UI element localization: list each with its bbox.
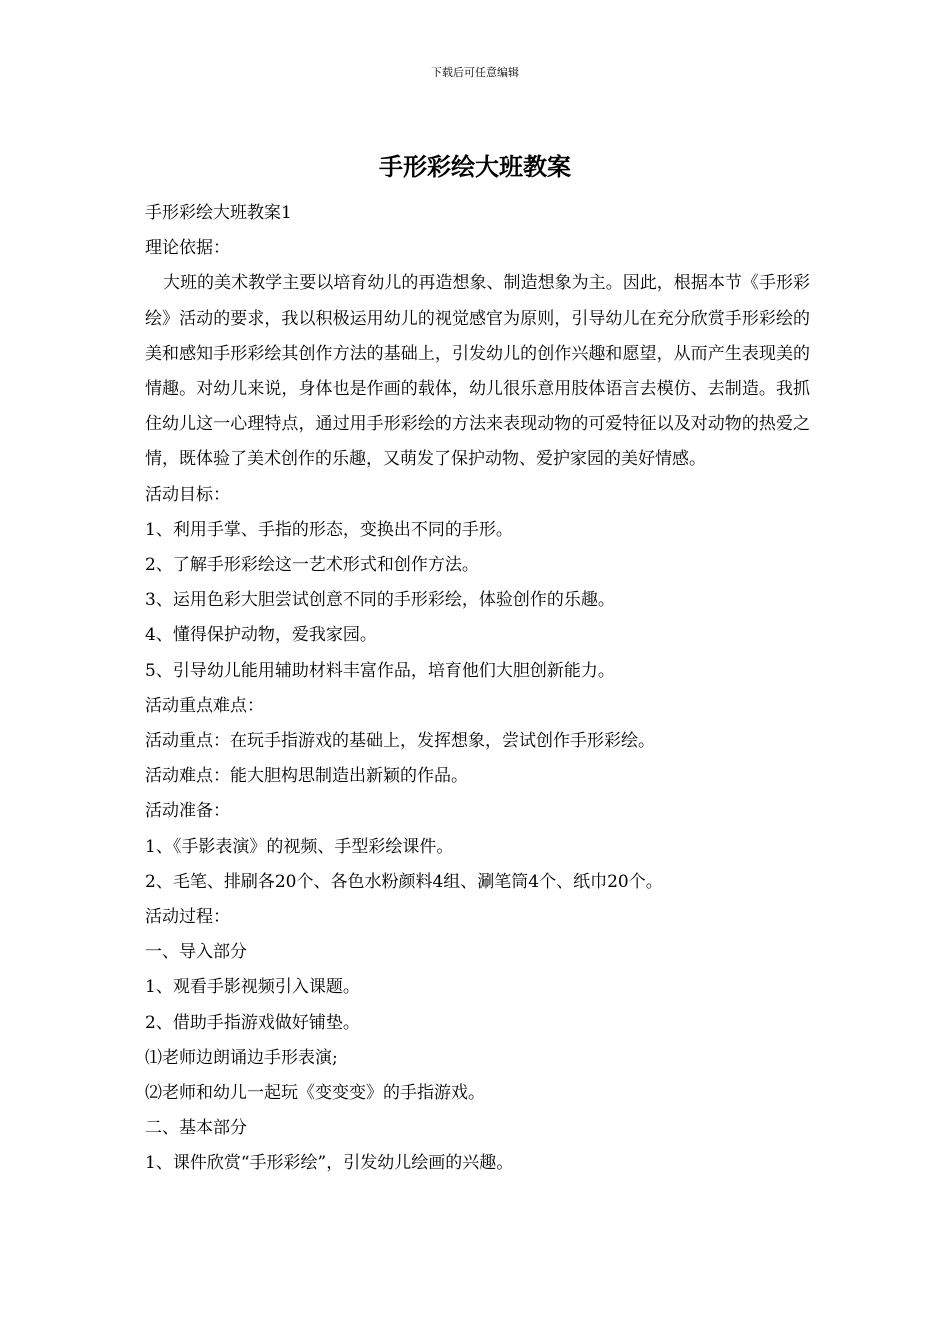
process-heading: 活动过程： bbox=[145, 907, 230, 928]
key-points-heading: 活动重点难点： bbox=[145, 695, 264, 716]
goal-item: 2、了解手形彩绘这一艺术形式和创作方法。 bbox=[145, 555, 479, 576]
part1-subitem: ⑵老师和幼儿一起玩《变变变》的手指游戏。 bbox=[145, 1083, 485, 1104]
part1-heading: 一、导入部分 bbox=[145, 942, 247, 963]
part1-item: 2、借助手指游戏做好铺垫。 bbox=[145, 1012, 360, 1033]
document-body bbox=[145, 196, 810, 1182]
part2-item: 1、课件欣赏“手形彩绘”，引发幼儿绘画的兴趣。 bbox=[145, 1153, 514, 1174]
goal-item: 5、引导幼儿能用辅助材料丰富作品，培育他们大胆创新能力。 bbox=[145, 660, 615, 681]
key-point: 活动重点：在玩手指游戏的基础上，发挥想象，尝试创作手形彩绘。 bbox=[145, 731, 655, 752]
part1-subitem: ⑴老师边朗诵边手形表演; bbox=[145, 1047, 338, 1068]
theory-paragraph: 大班的美术教学主要以培育幼儿的再造想象、制造想象为主。因此，根据本节《手形彩绘》活动的要求，我以积极运用幼儿的视觉感官为原则，引导幼儿在充分欣赏手形彩绘的美和感知手形彩绘其创作方法的基础上，引发幼儿的创作兴趣和愿望，从而产生表现美的情趣。对幼儿来说，身体也是作画的载体，幼儿很乐意用肢体语言去模仿、去制造。我抓住幼儿这一心理特点，通过用手形彩绘的方法来表现动物的可爱特征以及对动物的热爱之情，既体验了美术创作的乐趣，又萌发了保护动物、爱护家园的美好情感。 bbox=[145, 273, 810, 470]
prep-heading: 活动准备： bbox=[145, 801, 230, 822]
theory-heading: 理论依据： bbox=[145, 238, 230, 259]
part1-item: 1、观看手影视频引入课题。 bbox=[145, 977, 360, 998]
goal-item: 1、利用手掌、手指的形态，变换出不同的手形。 bbox=[145, 519, 513, 540]
page-header-note: 下载后可任意编辑 bbox=[431, 66, 519, 79]
difficulty-point: 活动难点：能大胆构思制造出新颖的作品。 bbox=[145, 766, 468, 787]
goal-item: 4、懂得保护动物，爱我家园。 bbox=[145, 625, 377, 646]
goals-heading: 活动目标： bbox=[145, 484, 230, 505]
part2-heading: 二、基本部分 bbox=[145, 1118, 247, 1139]
prep-item: 2、毛笔、排刷各20个、各色水粉颜料4组、涮笔筒4个、纸巾20个。 bbox=[145, 871, 663, 892]
document-subtitle: 手形彩绘大班教案1 bbox=[145, 203, 292, 223]
goal-item: 3、运用色彩大胆尝试创意不同的手形彩绘，体验创作的乐趣。 bbox=[145, 590, 615, 611]
prep-item: 1、《手影表演》的视频、手型彩绘课件。 bbox=[145, 836, 454, 857]
document-title: 手形彩绘大班教案 bbox=[379, 152, 571, 181]
